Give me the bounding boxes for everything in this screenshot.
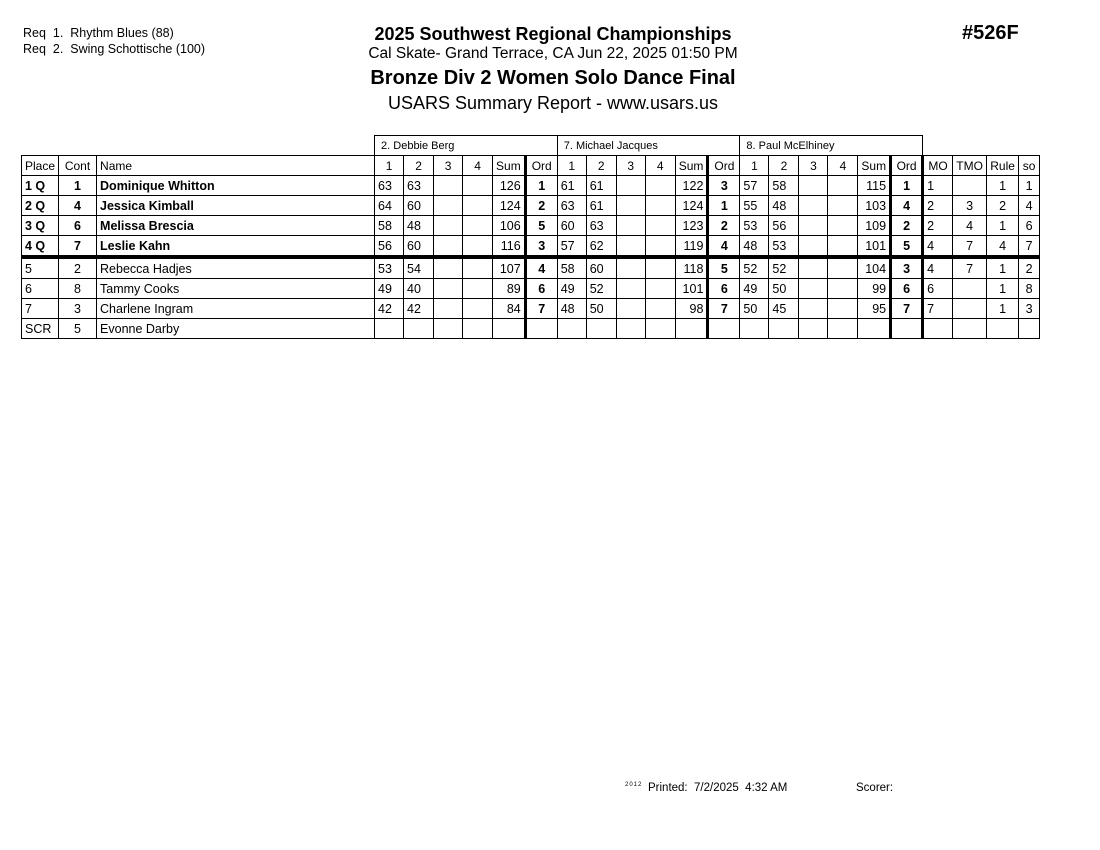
col-header-mark: 1	[740, 156, 769, 176]
judge-name: 2. Debbie Berg	[375, 136, 558, 156]
judge-sum: 119	[675, 236, 708, 258]
judge-mark: 60	[404, 196, 434, 216]
judge-mark: 53	[769, 236, 799, 258]
total-majority-ordinal	[953, 176, 987, 196]
col-header-name: Name	[97, 156, 375, 176]
judge-mark: 56	[769, 216, 799, 236]
col-header-sum: Sum	[675, 156, 708, 176]
majority-ordinal: 4	[923, 236, 953, 258]
judge-mark	[616, 236, 645, 258]
judge-mark	[557, 319, 586, 339]
judge-sum: 118	[675, 257, 708, 279]
judge-mark: 57	[740, 176, 769, 196]
judge-sum	[493, 319, 526, 339]
skater-name: Leslie Kahn	[97, 236, 375, 258]
rule-cell: 1	[987, 176, 1019, 196]
requirement-2: Req 2. Swing Schottische (100)	[23, 42, 206, 56]
judge-mark: 52	[769, 257, 799, 279]
judge-ordinal: 1	[525, 176, 557, 196]
judge-sum: 123	[675, 216, 708, 236]
report-subtitle: USARS Summary Report - www.usars.us	[387, 93, 719, 113]
judge-mark	[616, 299, 645, 319]
col-header-mark: 4	[463, 156, 493, 176]
judge-mark: 57	[557, 236, 586, 258]
judge-ordinal: 4	[525, 257, 557, 279]
skating-order	[1019, 319, 1040, 339]
judge-mark	[645, 216, 675, 236]
result-row	[22, 176, 1040, 196]
judge-ordinal: 5	[891, 236, 923, 258]
judge-mark	[434, 216, 463, 236]
judge-mark	[404, 319, 434, 339]
judge-mark: 52	[740, 257, 769, 279]
judge-sum: 106	[493, 216, 526, 236]
skating-order: 4	[1019, 196, 1040, 216]
col-header-ord: Ord	[708, 156, 740, 176]
skating-order: 6	[1019, 216, 1040, 236]
total-majority-ordinal: 4	[953, 216, 987, 236]
judge-mark	[616, 257, 645, 279]
judge-ordinal: 3	[891, 257, 923, 279]
judge-mark	[645, 196, 675, 216]
col-header-mark: 3	[434, 156, 463, 176]
judge-mark: 55	[740, 196, 769, 216]
judge-ordinal: 4	[891, 196, 923, 216]
skater-name: Evonne Darby	[97, 319, 375, 339]
judge-mark	[799, 196, 828, 216]
col-header-mark: 4	[645, 156, 675, 176]
judge-mark	[463, 176, 493, 196]
col-header-mark: 3	[799, 156, 828, 176]
judge-ordinal: 1	[708, 196, 740, 216]
col-header-mark: 2	[586, 156, 616, 176]
judge-mark	[799, 319, 828, 339]
judge-mark: 61	[586, 196, 616, 216]
judge-mark: 49	[740, 279, 769, 299]
judge-mark	[769, 319, 799, 339]
col-header-mark: 3	[616, 156, 645, 176]
judge-mark: 62	[586, 236, 616, 258]
judge-mark: 61	[557, 176, 586, 196]
judge-mark	[645, 257, 675, 279]
judge-sum: 126	[493, 176, 526, 196]
judge-sum: 99	[858, 279, 891, 299]
result-row	[22, 257, 1040, 279]
judge-ordinal	[891, 319, 923, 339]
contestant-number: 5	[59, 319, 97, 339]
judge-mark	[434, 279, 463, 299]
judge-mark	[828, 299, 858, 319]
judge-sum: 95	[858, 299, 891, 319]
rule-cell: 4	[987, 236, 1019, 258]
judge-mark	[616, 196, 645, 216]
total-majority-ordinal: 7	[953, 257, 987, 279]
place-cell: SCR	[22, 319, 59, 339]
judge-header-row	[22, 136, 1040, 156]
judge-mark: 48	[404, 216, 434, 236]
judge-name: 7. Michael Jacques	[557, 136, 740, 156]
judge-sum	[675, 319, 708, 339]
contestant-number: 1	[59, 176, 97, 196]
judge-mark	[645, 176, 675, 196]
judge-mark	[828, 257, 858, 279]
col-header-so: so	[1019, 156, 1040, 176]
judge-mark	[375, 319, 404, 339]
judge-mark: 63	[375, 176, 404, 196]
judge-mark: 63	[586, 216, 616, 236]
skater-name: Jessica Kimball	[97, 196, 375, 216]
total-majority-ordinal: 3	[953, 196, 987, 216]
judge-mark	[799, 236, 828, 258]
rule-cell	[987, 319, 1019, 339]
judge-mark: 53	[375, 257, 404, 279]
judge-ordinal: 3	[525, 236, 557, 258]
judge-mark: 60	[557, 216, 586, 236]
judge-mark: 42	[375, 299, 404, 319]
judge-mark	[799, 216, 828, 236]
judge-mark	[616, 319, 645, 339]
majority-ordinal	[923, 319, 953, 339]
judge-ordinal: 5	[525, 216, 557, 236]
total-majority-ordinal: 7	[953, 236, 987, 258]
total-majority-ordinal	[953, 319, 987, 339]
competition-title: 2025 Southwest Regional Championships	[374, 24, 732, 44]
judge-mark: 56	[375, 236, 404, 258]
judge-mark	[828, 196, 858, 216]
judge-mark	[463, 279, 493, 299]
total-majority-ordinal	[953, 299, 987, 319]
judge-sum: 116	[493, 236, 526, 258]
judge-ordinal: 1	[891, 176, 923, 196]
judge-ordinal: 4	[708, 236, 740, 258]
judge-mark: 54	[404, 257, 434, 279]
judge-mark	[463, 299, 493, 319]
judge-sum: 122	[675, 176, 708, 196]
majority-ordinal: 7	[923, 299, 953, 319]
judge-mark: 48	[557, 299, 586, 319]
place-cell: 2 Q	[22, 196, 59, 216]
judge-ordinal: 7	[708, 299, 740, 319]
judge-mark: 50	[740, 299, 769, 319]
judge-ordinal: 6	[891, 279, 923, 299]
judge-mark	[799, 279, 828, 299]
judge-mark: 58	[769, 176, 799, 196]
judge-mark: 64	[375, 196, 404, 216]
judge-ordinal	[525, 319, 557, 339]
judge-mark: 49	[557, 279, 586, 299]
majority-ordinal: 2	[923, 216, 953, 236]
judge-mark	[645, 319, 675, 339]
majority-ordinal: 2	[923, 196, 953, 216]
col-header-rule: Rule	[987, 156, 1019, 176]
skater-name: Dominique Whitton	[97, 176, 375, 196]
judge-ordinal: 5	[708, 257, 740, 279]
majority-ordinal: 6	[923, 279, 953, 299]
judge-mark	[463, 257, 493, 279]
judge-sum	[858, 319, 891, 339]
judge-ordinal: 2	[708, 216, 740, 236]
judge-mark	[463, 236, 493, 258]
software-code: 2012	[625, 782, 643, 788]
judge-mark	[434, 196, 463, 216]
result-row	[22, 196, 1040, 216]
judge-mark	[828, 319, 858, 339]
place-cell: 6	[22, 279, 59, 299]
judge-mark	[616, 279, 645, 299]
judge-mark	[434, 257, 463, 279]
place-cell: 1 Q	[22, 176, 59, 196]
judge-sum: 109	[858, 216, 891, 236]
judge-mark	[799, 257, 828, 279]
judge-mark	[463, 319, 493, 339]
printed-timestamp: Printed: 7/2/2025 4:32 AM	[648, 782, 788, 794]
judge-sum: 101	[858, 236, 891, 258]
judge-mark: 60	[586, 257, 616, 279]
judge-ordinal: 7	[891, 299, 923, 319]
judge-ordinal: 2	[525, 196, 557, 216]
scorer-label: Scorer:	[856, 782, 894, 794]
majority-ordinal: 1	[923, 176, 953, 196]
judge-mark: 63	[404, 176, 434, 196]
col-header-mark: 4	[828, 156, 858, 176]
judge-ordinal: 6	[525, 279, 557, 299]
judge-mark	[434, 176, 463, 196]
judge-mark: 48	[769, 196, 799, 216]
col-header-place: Place	[22, 156, 59, 176]
judge-mark	[799, 176, 828, 196]
contestant-number: 7	[59, 236, 97, 258]
judge-mark: 48	[740, 236, 769, 258]
col-header-cont: Cont	[59, 156, 97, 176]
col-header-tmo: TMO	[953, 156, 987, 176]
rule-cell: 1	[987, 257, 1019, 279]
judge-mark	[828, 176, 858, 196]
judge-mark: 50	[586, 299, 616, 319]
result-row	[22, 299, 1040, 319]
judge-ordinal: 7	[525, 299, 557, 319]
skater-name: Charlene Ingram	[97, 299, 375, 319]
judge-mark	[434, 299, 463, 319]
event-number: #526F	[962, 22, 1019, 44]
judge-ordinal: 2	[891, 216, 923, 236]
judge-mark: 53	[740, 216, 769, 236]
judge-mark	[645, 299, 675, 319]
judge-ordinal: 3	[708, 176, 740, 196]
contestant-number: 6	[59, 216, 97, 236]
skating-order: 2	[1019, 257, 1040, 279]
results-body	[22, 136, 1040, 339]
contestant-number: 8	[59, 279, 97, 299]
judge-mark	[463, 196, 493, 216]
skating-order: 7	[1019, 236, 1040, 258]
report-header	[300, 22, 806, 115]
judge-mark	[463, 216, 493, 236]
judge-mark	[828, 279, 858, 299]
rule-cell: 1	[987, 216, 1019, 236]
place-cell: 4 Q	[22, 236, 59, 258]
judge-mark: 58	[375, 216, 404, 236]
col-header-mo: MO	[923, 156, 953, 176]
skater-name: Rebecca Hadjes	[97, 257, 375, 279]
judge-mark	[434, 236, 463, 258]
judge-sum: 124	[675, 196, 708, 216]
judge-sum: 107	[493, 257, 526, 279]
result-row	[22, 319, 1040, 339]
place-cell: 3 Q	[22, 216, 59, 236]
results-table	[21, 135, 1040, 339]
skater-name: Tammy Cooks	[97, 279, 375, 299]
result-row	[22, 216, 1040, 236]
judge-mark: 60	[404, 236, 434, 258]
judge-mark	[616, 176, 645, 196]
judge-mark: 58	[557, 257, 586, 279]
col-header-ord: Ord	[525, 156, 557, 176]
skater-name: Melissa Brescia	[97, 216, 375, 236]
place-cell: 7	[22, 299, 59, 319]
judge-mark	[828, 236, 858, 258]
col-header-mark: 2	[404, 156, 434, 176]
skating-order: 3	[1019, 299, 1040, 319]
judge-mark	[645, 236, 675, 258]
judge-mark	[799, 299, 828, 319]
judge-mark: 63	[557, 196, 586, 216]
judge-mark: 50	[769, 279, 799, 299]
event-title: Bronze Div 2 Women Solo Dance Final	[370, 67, 736, 89]
contestant-number: 3	[59, 299, 97, 319]
judge-sum: 101	[675, 279, 708, 299]
judge-mark: 40	[404, 279, 434, 299]
venue-date: Cal Skate- Grand Terrace, CA Jun 22, 2025 01:50 PM	[368, 45, 738, 62]
judge-sum: 89	[493, 279, 526, 299]
judge-mark	[434, 319, 463, 339]
col-header-sum: Sum	[858, 156, 891, 176]
judge-mark: 52	[586, 279, 616, 299]
judge-mark	[645, 279, 675, 299]
col-header-ord: Ord	[891, 156, 923, 176]
result-row	[22, 279, 1040, 299]
col-header-mark: 1	[557, 156, 586, 176]
judge-mark	[828, 216, 858, 236]
requirement-1: Req 1. Rhythm Blues (88)	[23, 26, 174, 40]
judge-ordinal	[708, 319, 740, 339]
judge-header-spacer	[923, 136, 1040, 156]
judge-mark: 45	[769, 299, 799, 319]
rule-cell: 1	[987, 299, 1019, 319]
judge-mark: 49	[375, 279, 404, 299]
col-header-mark: 2	[769, 156, 799, 176]
col-header-sum: Sum	[493, 156, 526, 176]
judge-ordinal: 6	[708, 279, 740, 299]
total-majority-ordinal	[953, 279, 987, 299]
judge-sum: 104	[858, 257, 891, 279]
required-elements	[23, 25, 205, 57]
judge-mark	[586, 319, 616, 339]
judge-sum: 103	[858, 196, 891, 216]
rule-cell: 1	[987, 279, 1019, 299]
judge-sum: 84	[493, 299, 526, 319]
contestant-number: 4	[59, 196, 97, 216]
judge-mark	[740, 319, 769, 339]
result-row	[22, 236, 1040, 258]
rule-cell: 2	[987, 196, 1019, 216]
judge-mark: 61	[586, 176, 616, 196]
contestant-number: 2	[59, 257, 97, 279]
judge-mark: 42	[404, 299, 434, 319]
skating-order: 1	[1019, 176, 1040, 196]
place-cell: 5	[22, 257, 59, 279]
column-header-row	[22, 156, 1040, 176]
col-header-mark: 1	[375, 156, 404, 176]
skating-order: 8	[1019, 279, 1040, 299]
judge-header-spacer	[22, 136, 375, 156]
judge-sum: 124	[493, 196, 526, 216]
judge-sum: 115	[858, 176, 891, 196]
majority-ordinal: 4	[923, 257, 953, 279]
judge-sum: 98	[675, 299, 708, 319]
judge-name: 8. Paul McElhiney	[740, 136, 923, 156]
judge-mark	[616, 216, 645, 236]
